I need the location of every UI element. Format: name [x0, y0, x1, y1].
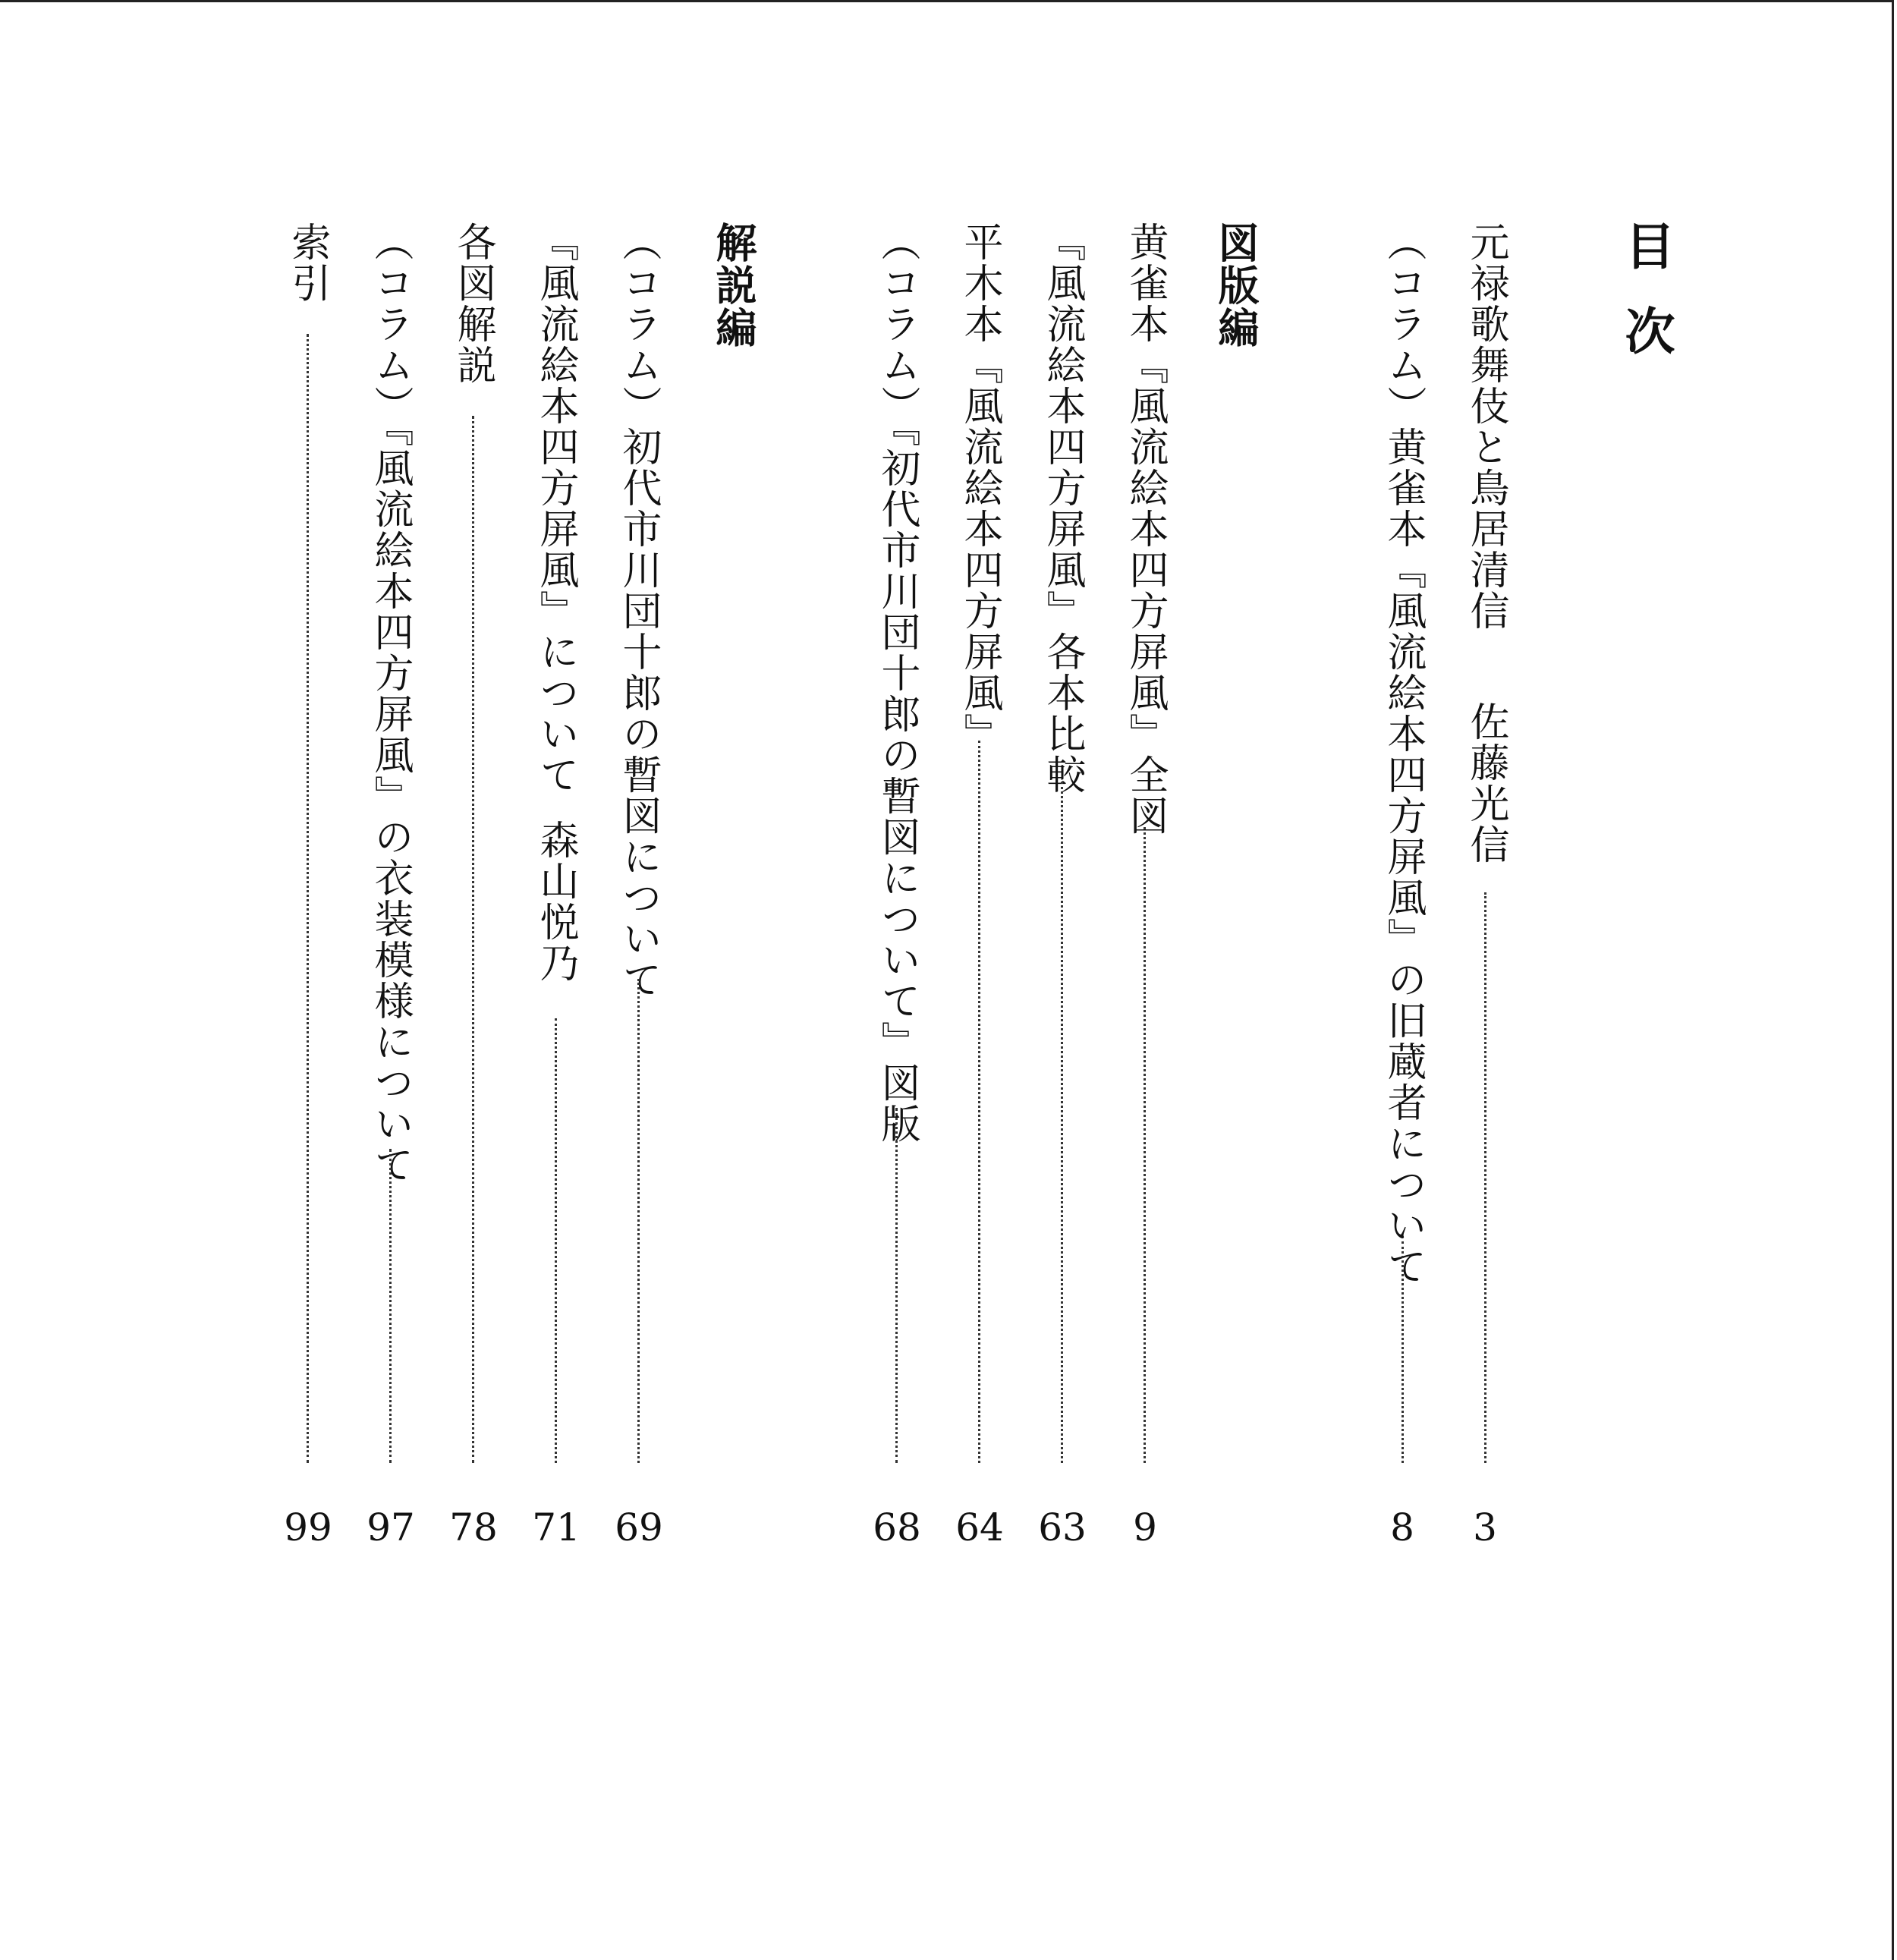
toc-page-number: 68: [873, 1505, 921, 1549]
toc-entry-title: 『風流絵本四方屏風』について: [533, 222, 578, 795]
toc-entry-title: （コラム）『風流絵本四方屏風』の衣装模様について: [367, 222, 413, 1185]
toc-leader-dots: [1061, 782, 1063, 1463]
toc-entry-title: 元禄歌舞伎と鳥居清信: [1463, 222, 1508, 631]
toc-leader-dots: [1402, 1241, 1404, 1463]
toc-leader-dots: [895, 1108, 898, 1463]
toc-entry-author: 森山悦乃: [533, 820, 578, 983]
toc-entry-title: 黄雀本『風流絵本四方屏風』全図: [1122, 222, 1168, 836]
toc-entry-author: 佐藤光信: [1463, 701, 1508, 865]
toc-page-number: 78: [449, 1505, 498, 1549]
section-heading: 解説編: [709, 222, 758, 349]
toc-entry-title: （コラム）初代市川団十郎の暫図について: [615, 222, 661, 1000]
toc-leader-dots: [307, 334, 309, 1463]
toc-page-number: 63: [1038, 1505, 1087, 1549]
toc-page-number: 8: [1390, 1505, 1414, 1549]
toc-entry-title: 平木本『風流絵本四方屏風』: [957, 222, 1002, 754]
toc-entry-title: （コラム）『初代市川団十郎の暫図について』図版: [874, 222, 920, 1144]
toc-leader-dots: [637, 979, 640, 1463]
toc-leader-dots: [555, 1018, 557, 1463]
toc-leader-dots: [978, 741, 980, 1463]
toc-page-number: 64: [955, 1505, 1004, 1549]
toc-page-number: 71: [532, 1505, 580, 1549]
toc-entry-title: 索引: [285, 222, 330, 304]
toc-entry-title: 『風流絵本四方屏風』各本比較: [1040, 222, 1085, 795]
page-title: 目次: [1616, 220, 1675, 390]
toc-entry-title: （コラム）黄雀本『風流絵本四方屏風』の旧蔵者について: [1380, 222, 1426, 1287]
toc-leader-dots: [472, 416, 474, 1463]
toc-page-number: 97: [367, 1505, 415, 1549]
toc-leader-dots: [1484, 892, 1486, 1463]
toc-leader-dots: [389, 1149, 392, 1463]
toc-leader-dots: [1144, 827, 1146, 1463]
toc-page-number: 99: [284, 1505, 332, 1549]
toc-page-number: 3: [1473, 1505, 1497, 1549]
toc-page-number: 69: [615, 1505, 663, 1549]
section-heading: 図版編: [1212, 222, 1260, 349]
toc-page-number: 9: [1133, 1505, 1157, 1549]
toc-entry-title: 各図解説: [450, 222, 495, 385]
